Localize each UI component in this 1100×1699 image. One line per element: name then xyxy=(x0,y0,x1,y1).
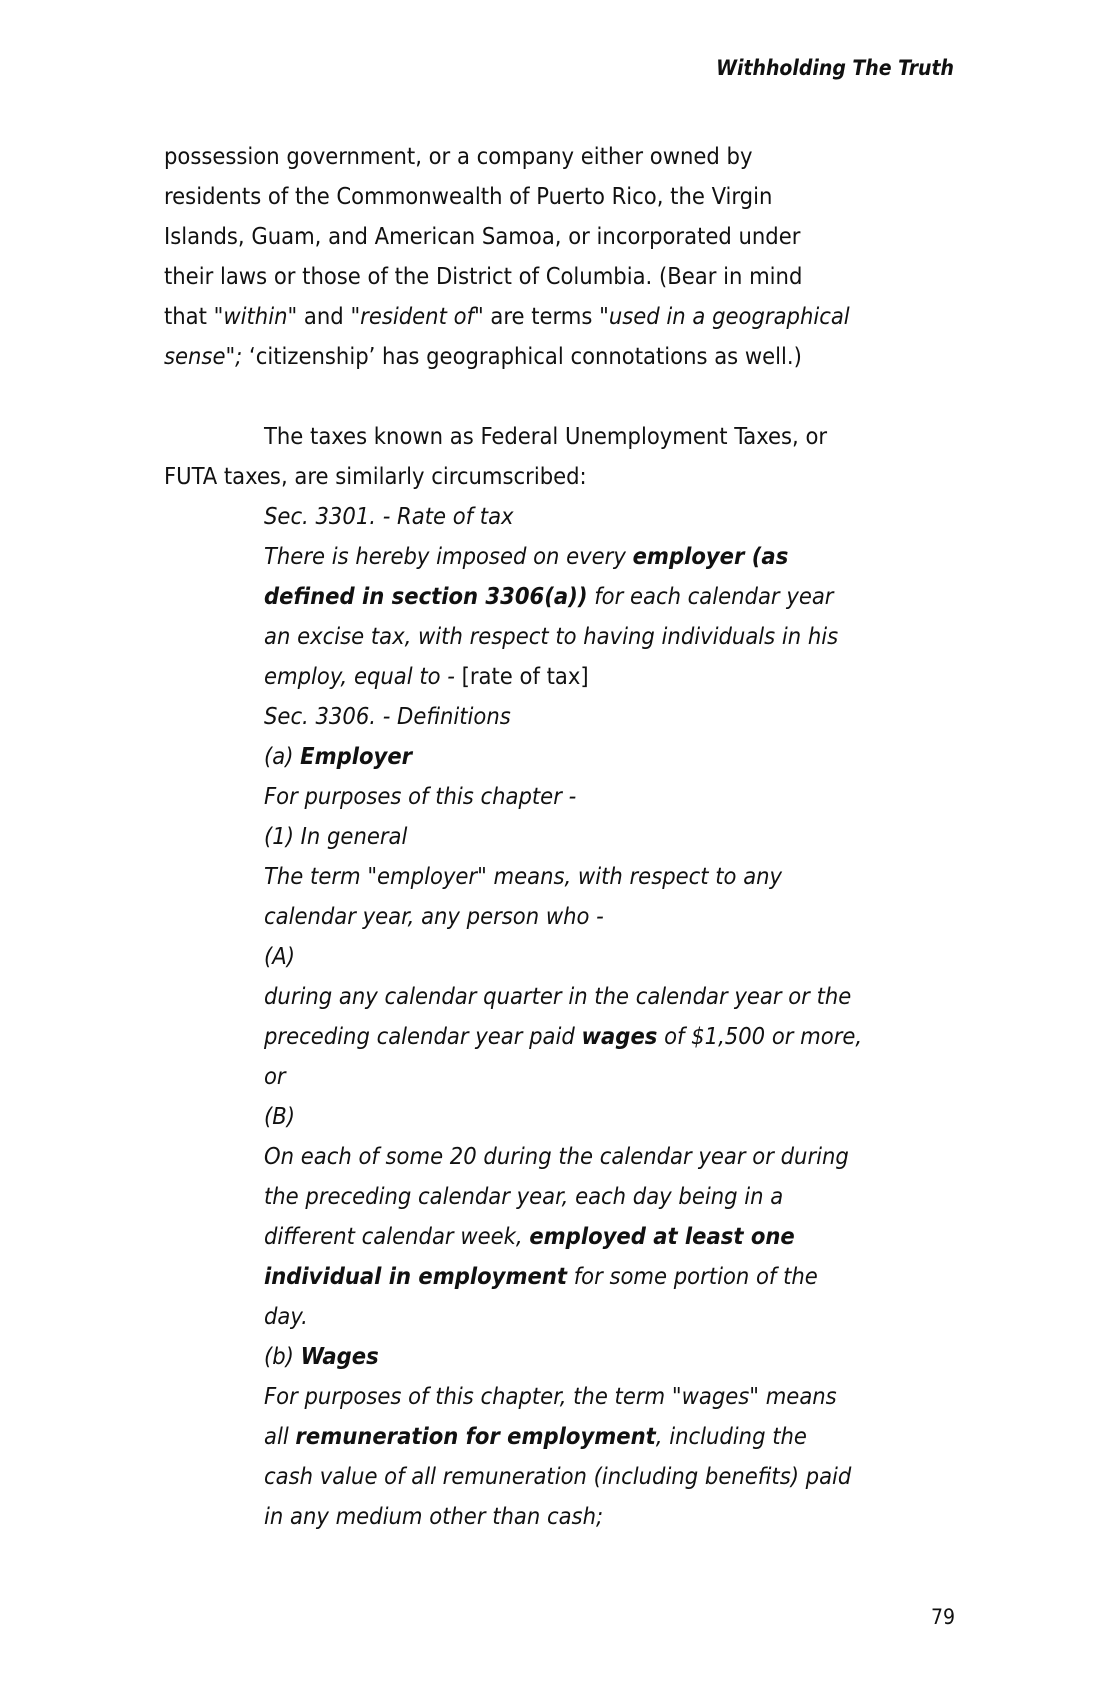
text-line: The taxes known as Federal Unemployment Taxes, or xyxy=(264,422,828,450)
text-line: possession government, or a company either owned by xyxy=(164,142,753,170)
text-line: their laws or those of the District of Columbia. (Bear in mind xyxy=(164,262,803,290)
section-heading: Sec. 3306. - Definitions xyxy=(264,702,511,730)
section-heading: Sec. 3301. - Rate of tax xyxy=(264,502,514,530)
text-line: Islands, Guam, and American Samoa, or incorporated under xyxy=(164,222,801,250)
page-number: 79 xyxy=(930,1605,955,1629)
text-line: that "within" and "resident of" are terms "used in a geographical xyxy=(164,302,850,330)
statute-quote: Sec. 3301. - Rate of tax There is hereby imposed on every employer (as defined in section 3306(a)) for each calendar year an excise tax, with respect to having individuals in his employ, equal to - [rate of tax] Sec. 3306. - Definitions (a) Employer For purposes of this chapter - (1) In general The term "employer" means, with respect to any calendar year, any person who - (A) during any calendar quarter in the calendar year or the preceding calendar year paid wages of $1,500 or more, or (B) On each of some 20 during the calendar year or during the preceding calendar year, each day being in a different calendar week, employed at least one individual in employment for some portion of the day. (b) Wages For purposes of this chapter, the term "wages" means all remuneration for employment, including the cash value of all remuneration (including benefits) paid in any medium other than cash; xyxy=(164,496,964,1536)
text-line: sense"; ‘citizenship’ has geographical connotations as well.) xyxy=(164,342,802,370)
text-line: residents of the Commonwealth of Puerto Rico, the Virgin xyxy=(164,182,773,210)
running-header: Withholding The Truth xyxy=(716,56,954,80)
page-body xyxy=(164,136,964,1536)
text-line: FUTA taxes, are similarly circumscribed: xyxy=(164,462,587,490)
